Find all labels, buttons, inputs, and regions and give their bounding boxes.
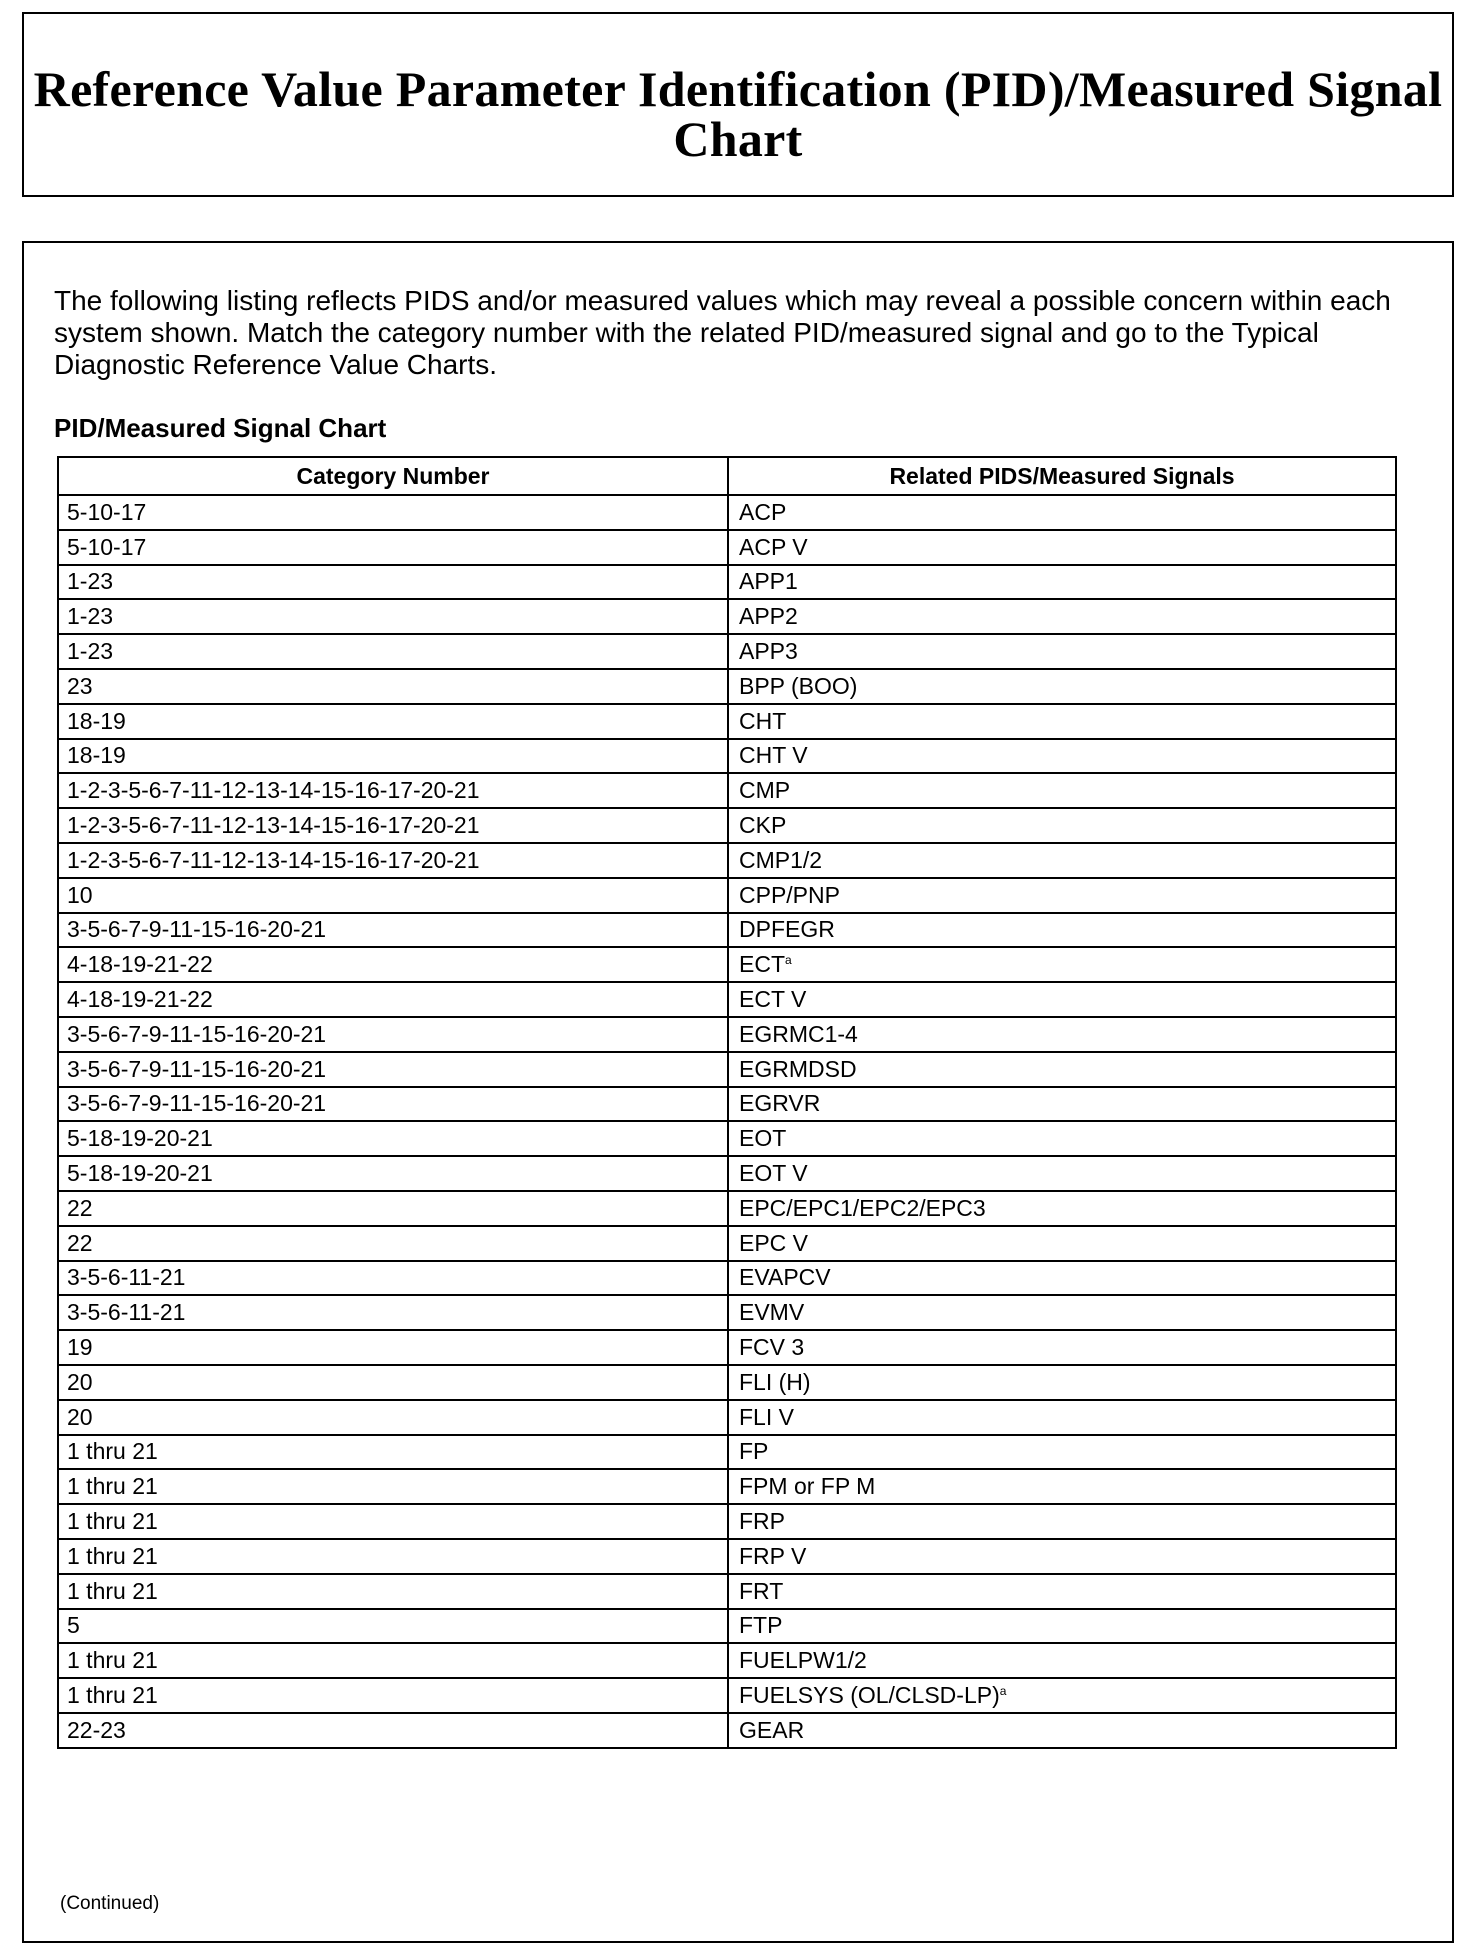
category-cell: 1 thru 21 [58,1504,728,1539]
category-cell: 5-18-19-20-21 [58,1156,728,1191]
category-cell: 5 [58,1609,728,1644]
signal-text: FRP [739,1508,785,1534]
table-row [58,1330,1396,1365]
category-cell: 5-10-17 [58,495,728,530]
table-row [58,1087,1396,1122]
signal-cell [728,1643,1396,1678]
signal-text: ACP V [739,533,808,560]
table-body [58,495,1396,1748]
signal-text: FUELSYS (OL/CLSD-LP) [739,1681,1000,1708]
signal-text: EVMV [739,1299,805,1326]
signal-cell [728,1435,1396,1470]
signal-text: CKP [739,812,787,839]
category-cell: 4-18-19-21-22 [58,982,728,1017]
signal-cell [728,1017,1396,1052]
category-cell: 1 thru 21 [58,1643,728,1678]
category-cell: 20 [58,1365,728,1400]
table-row [58,1052,1396,1087]
table-row [58,704,1396,739]
signal-text: EGRMDSD [739,1055,857,1082]
signal-text: APP1 [739,568,798,595]
signal-text: CPP/PNP [739,881,840,908]
signal-cell [728,878,1396,913]
signal-cell [728,843,1396,878]
category-cell: 1-23 [58,634,728,669]
category-cell: 3-5-6-11-21 [58,1261,728,1296]
signal-text: EGRVR [739,1090,821,1117]
category-cell: 18-19 [58,739,728,774]
table-row [58,1191,1396,1226]
category-cell: 19 [58,1330,728,1365]
signal-cell [728,1539,1396,1574]
signal-cell [728,773,1396,808]
category-cell: 5-18-19-20-21 [58,1121,728,1156]
table-row [58,1435,1396,1470]
table-row [58,1156,1396,1191]
category-cell: 1-2-3-5-6-7-11-12-13-14-15-16-17-20-21 [58,773,728,808]
signal-cell [728,669,1396,704]
table-row [58,1469,1396,1504]
footnote-marker: a [785,953,792,968]
table-row [58,1713,1396,1748]
signal-text: APP3 [739,638,798,665]
signal-text: EOT [739,1125,787,1152]
table-row [58,634,1396,669]
signal-cell [728,634,1396,669]
category-cell: 23 [58,669,728,704]
content-box [22,241,1454,1943]
table-row [58,1504,1396,1539]
signal-text: FLI V [739,1403,794,1430]
signal-text: FP [739,1438,769,1465]
signal-text: APP2 [739,603,798,630]
signal-text: FCV 3 [739,1334,805,1361]
category-cell: 3-5-6-7-9-11-15-16-20-21 [58,913,728,948]
table-row [58,1400,1396,1435]
table-row [58,982,1396,1017]
signal-cell [728,1504,1396,1539]
table-row [58,1121,1396,1156]
signal-cell [728,913,1396,948]
signal-text: EVAPCV [739,1264,831,1291]
signal-cell [728,1574,1396,1609]
table-row [58,1574,1396,1609]
signal-cell [728,739,1396,774]
signal-cell [728,1087,1396,1122]
table-row [58,1643,1396,1678]
section-title: PID/Measured Signal Chart [54,413,387,443]
page-title: Reference Value Parameter Identification (PID)/Measured Signal Chart [33,61,1443,167]
table-row [58,1365,1396,1400]
signal-cell [728,1052,1396,1087]
signal-text: FRP V [739,1542,807,1569]
signal-cell [728,1330,1396,1365]
signal-cell [728,704,1396,739]
table-row [58,878,1396,913]
signal-text: ACP [739,498,787,525]
header-related-signals: Related PIDS/Measured Signals [728,457,1396,495]
signal-text: FLI (H) [739,1368,811,1395]
table-row [58,599,1396,634]
signal-cell [728,1226,1396,1261]
table-row [58,843,1396,878]
signal-text: CMP1/2 [739,846,823,873]
category-cell: 1-2-3-5-6-7-11-12-13-14-15-16-17-20-21 [58,843,728,878]
signal-text: CHT [739,707,787,734]
category-cell: 4-18-19-21-22 [58,947,728,982]
table-row [58,947,1396,982]
category-cell: 3-5-6-7-9-11-15-16-20-21 [58,1087,728,1122]
signal-cell [728,1365,1396,1400]
signal-text: ECT V [739,986,807,1013]
category-cell: 1 thru 21 [58,1678,728,1713]
signal-cell [728,530,1396,565]
signal-cell [728,947,1396,982]
table-row [58,808,1396,843]
signal-text: ECT [739,951,785,978]
category-cell: 3-5-6-7-9-11-15-16-20-21 [58,1017,728,1052]
category-cell: 1 thru 21 [58,1435,728,1470]
category-cell: 18-19 [58,704,728,739]
continued-note: (Continued) [60,1893,160,1914]
signal-cell [728,1713,1396,1748]
table-row [58,1295,1396,1330]
signal-text: BPP (BOO) [739,672,858,699]
signal-cell [728,1156,1396,1191]
signal-cell [728,982,1396,1017]
table-row [58,1261,1396,1296]
signal-cell [728,1295,1396,1330]
table-row [58,1609,1396,1644]
table-row [58,1017,1396,1052]
category-cell: 20 [58,1400,728,1435]
signal-cell [728,1261,1396,1296]
signal-text: GEAR [739,1716,805,1743]
signal-text: CHT V [739,742,808,769]
table-header-row [58,457,1396,495]
table-row [58,1539,1396,1574]
table-row [58,669,1396,704]
signal-cell [728,808,1396,843]
intro-paragraph: The following listing reflects PIDS and/or measured values which may reveal a possible concern within each system shown. Match the category number with the related PID/measured signal and go to the Typical Diagnostic Reference Value Charts. [54,285,1391,380]
signal-cell [728,1191,1396,1226]
header-category-number: Category Number [58,457,728,495]
signal-cell [728,1469,1396,1504]
category-cell: 10 [58,878,728,913]
category-cell: 5-10-17 [58,530,728,565]
signal-text: CMP [739,777,791,804]
category-cell: 1-23 [58,565,728,600]
category-cell: 3-5-6-11-21 [58,1295,728,1330]
signal-cell [728,1678,1396,1713]
category-cell: 1 thru 21 [58,1539,728,1574]
category-cell: 22 [58,1191,728,1226]
signal-text: FTP [739,1612,783,1639]
signal-text: EOT V [739,1160,808,1187]
category-cell: 22-23 [58,1713,728,1748]
category-cell: 22 [58,1226,728,1261]
table-row [58,1678,1396,1713]
table-row [58,773,1396,808]
signal-cell [728,495,1396,530]
table-row [58,565,1396,600]
signal-text: FRT [739,1577,784,1604]
signal-cell [728,1609,1396,1644]
table-row [58,530,1396,565]
table-row [58,495,1396,530]
signal-cell [728,1121,1396,1156]
category-cell: 1 thru 21 [58,1574,728,1609]
signal-cell [728,565,1396,600]
footnote-marker: a [999,1683,1007,1698]
category-cell: 1 thru 21 [58,1469,728,1504]
title-box [22,12,1454,197]
signal-text: FUELPW1/2 [739,1647,867,1674]
category-cell: 1-23 [58,599,728,634]
category-cell: 3-5-6-7-9-11-15-16-20-21 [58,1052,728,1087]
signal-cell [728,599,1396,634]
signal-text: EGRMC1-4 [739,1020,858,1047]
category-cell: 1-2-3-5-6-7-11-12-13-14-15-16-17-20-21 [58,808,728,843]
signal-text: FPM or FP M [739,1473,876,1500]
signal-text: EPC V [739,1229,809,1256]
table-row [58,913,1396,948]
signal-cell [728,1400,1396,1435]
table-row [58,739,1396,774]
signal-text: EPC/EPC1/EPC2/EPC3 [739,1194,986,1221]
pid-signal-table [57,456,1397,1749]
signal-text: DPFEGR [739,916,835,943]
table-row [58,1226,1396,1261]
